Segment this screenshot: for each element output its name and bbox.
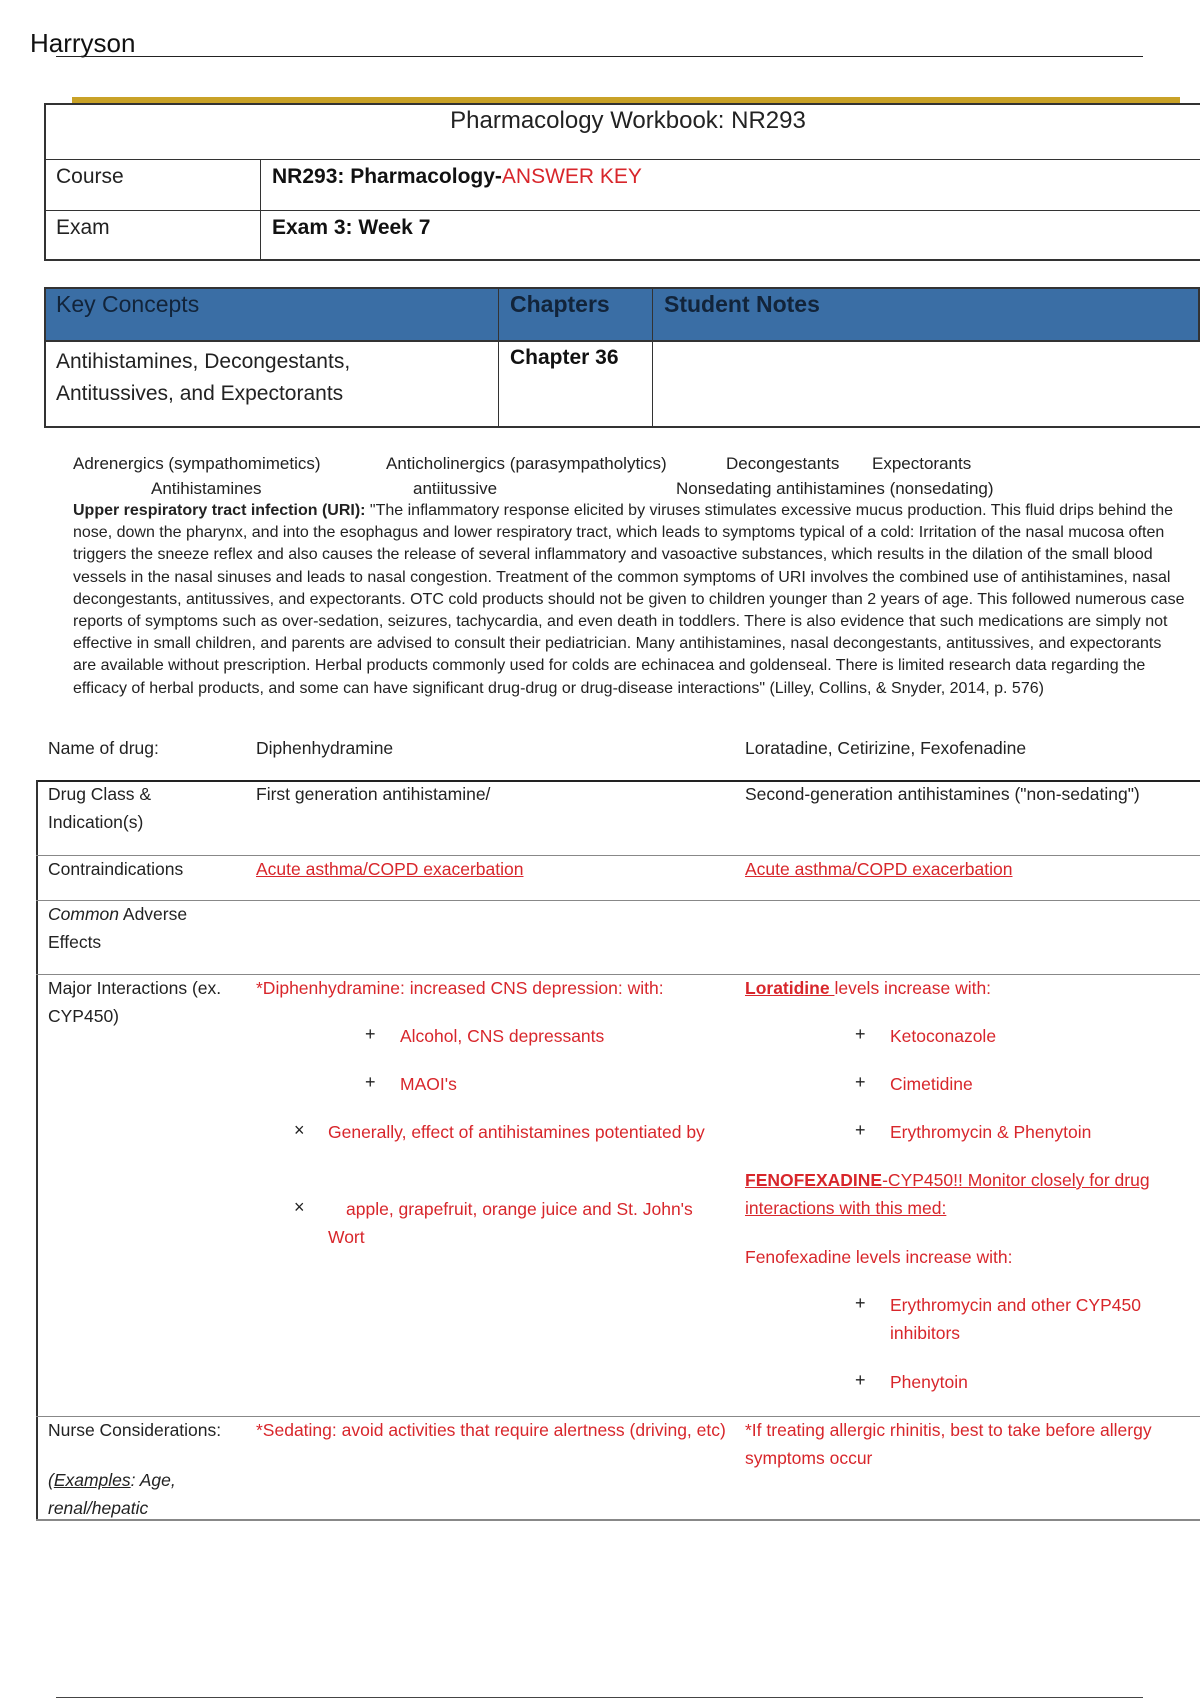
drug-table-left: [36, 780, 38, 1520]
term-expectorants: Expectorants: [872, 454, 972, 473]
drug-2-interaction-item: Ketoconazole: [890, 1026, 997, 1046]
drug-1-interaction-intro: *Diphenhydramine: increased CNS depression: with:: [256, 978, 664, 998]
drug-2-nurse-consideration: *If treating allergic rhinitis, best to take before allergy symptoms occur: [745, 1420, 1152, 1468]
exam-value: Exam 3: Week 7: [272, 216, 431, 239]
plus-bullet: +: [855, 1370, 866, 1390]
drug-1-cross-item: Generally, effect of antihistamines potentiated by: [328, 1122, 705, 1142]
plus-bullet: +: [855, 1072, 866, 1092]
header-divider-2: [44, 210, 1200, 211]
interactions-label: Major Interactions (ex. CYP450): [48, 978, 222, 1026]
drug-1-interaction-item: MAOI's: [400, 1074, 457, 1094]
fexofenadine-warning: FENOFEXADINE-CYP450!! Monitor closely for drug interactions with this med:: [745, 1170, 1150, 1218]
uri-paragraph: [73, 500, 1185, 700]
plus-bullet: +: [855, 1024, 866, 1044]
kc-chapter: Chapter 36: [510, 346, 619, 369]
drug-1-class: First generation antihistamine/: [256, 784, 491, 804]
cross-bullet: ×: [294, 1197, 305, 1217]
adverse-effects-label: Common Adverse Effects: [48, 904, 188, 952]
kc-concept: Antihistamines, Decongestants, Antitussives, and Expectorants: [56, 350, 351, 405]
course-value: NR293: Pharmacology-ANSWER KEY: [272, 165, 642, 188]
course-label: Course: [56, 165, 124, 188]
drug-1-cross-item: apple, grapefruit, orange juice and St. John's Wort: [328, 1199, 693, 1247]
nurse-considerations-label: Nurse Considerations:: [48, 1420, 222, 1440]
nurse-examples: (Examples: Age, renal/hepatic: [48, 1470, 176, 1518]
fexofenadine-item: Phenytoin: [890, 1372, 968, 1392]
drug-row-divider-1: [36, 855, 1200, 856]
drug-class-label: Drug Class & Indication(s): [48, 784, 152, 832]
drug-2-contraindication: Acute asthma/COPD exacerbation: [745, 859, 1013, 879]
uri-text: "The inflammatory response elicited by viruses stimulates excessive mucus production. This fluid drips behind the nose, down the pharynx, and into the esophagus and lower respiratory tract, which leads to symptoms typical of a cold: Irritation of the nasal mucosa often triggers the sneeze reflex and also causes the release of several inflammatory and vasoactive substances, which results in the dilation of the small blood vessels in the nasal sinuses and leads to nasal congestion. Treatment of the common symptoms of URI involves the combined use of antihistamines, nasal decongestants, antitussives, and expectorants. OTC cold products should not be given to children younger than 2 years of age. This followed numerous case reports of symptoms such as over-sedation, seizures, tachycardia, and even death in toddlers. There is also evidence that such medications are simply not effective in small children, and parents are advised to consult their pediatrician. Many antihistamines, nasal decongestants, antitussives, and expectorants are available without prescription. Herbal products commonly used for colds are echinacea and goldenseal. There is limited research data regarding the efficacy of herbal products, and some can have significant drug-drug or drug-disease interactions" (Lilley, Collins, & Snyder, 2014, p. 576): [73, 502, 1185, 697]
term-antihistamines: Antihistamines: [151, 479, 262, 498]
term-antitussive: antiitussive: [413, 479, 498, 498]
plus-bullet: +: [365, 1024, 376, 1044]
footer-line: [56, 1697, 1143, 1698]
plus-bullet: +: [855, 1293, 866, 1313]
fexofenadine-item: Erythromycin and other CYP450 inhibitors: [890, 1295, 1141, 1343]
name-of-drug-label: Name of drug:: [48, 738, 159, 758]
drug-2-interaction-item: Cimetidine: [890, 1074, 973, 1094]
term-adrenergics: Adrenergics (sympathomimetics): [73, 454, 321, 473]
fexofenadine-levels: Fenofexadine levels increase with:: [745, 1247, 1013, 1267]
drug-2-name: Loratadine, Cetirizine, Fexofenadine: [745, 738, 1027, 758]
kc-header-concepts: Key Concepts: [56, 291, 200, 317]
drug-1-nurse-consideration: *Sedating: avoid activities that require alertness (driving, etc): [256, 1420, 726, 1440]
exam-label: Exam: [56, 216, 110, 239]
key-concepts-header: [44, 287, 1200, 342]
kc-header-chapters: Chapters: [510, 291, 610, 317]
drug-1-name: Diphenhydramine: [256, 738, 394, 758]
header-col-divider: [260, 159, 261, 260]
contraindications-label: Contraindications: [48, 859, 184, 879]
term-nonsedating: Nonsedating antihistamines (nonsedating): [676, 479, 994, 498]
author-underline: [56, 56, 1143, 57]
cross-bullet: ×: [294, 1120, 305, 1140]
plus-bullet: +: [365, 1072, 376, 1092]
plus-bullet: +: [855, 1120, 866, 1140]
term-decongestants: Decongestants: [726, 454, 840, 473]
drug-1-contraindication: Acute asthma/COPD exacerbation: [256, 859, 524, 879]
header-divider-1: [44, 159, 1200, 160]
term-anticholinergics: Anticholinergics (parasympatholytics): [386, 454, 667, 473]
drug-2-class: Second-generation antihistamines ("non-sedating"): [745, 784, 1140, 804]
drug-1-interaction-item: Alcohol, CNS depressants: [400, 1026, 605, 1046]
kc-header-notes: Student Notes: [664, 291, 820, 317]
drug-2-interaction-intro: Loratidine levels increase with:: [745, 978, 992, 998]
author-name: Harryson: [30, 28, 136, 58]
page-title: Pharmacology Workbook: NR293: [450, 107, 806, 134]
uri-label: Upper respiratory tract infection (URI):: [73, 502, 366, 519]
answer-key-label: ANSWER KEY: [501, 165, 642, 188]
drug-2-interaction-item: Erythromycin & Phenytoin: [890, 1122, 1092, 1142]
